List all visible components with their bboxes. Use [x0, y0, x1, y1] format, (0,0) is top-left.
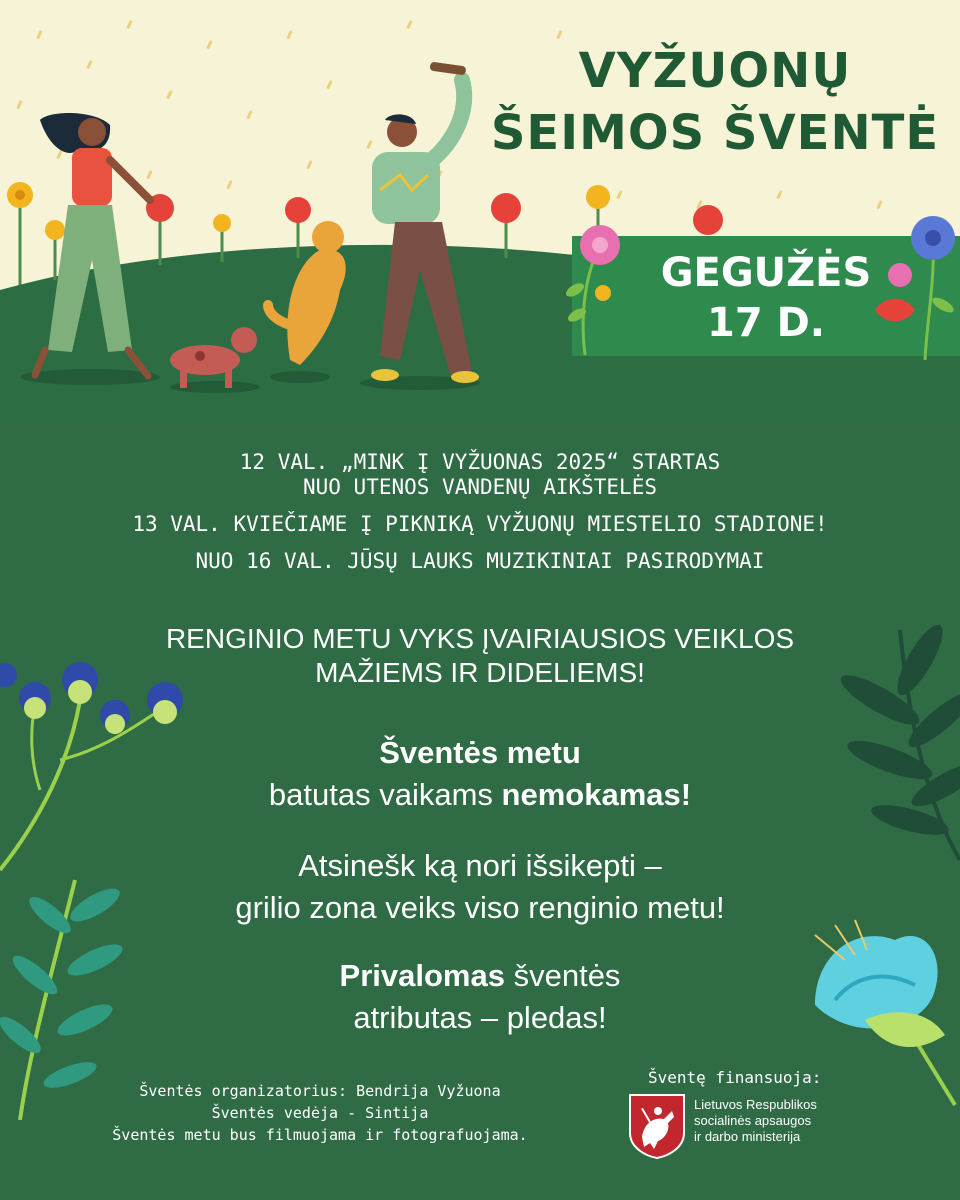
grill-line-1: Atsinešk ką nori išsikepti –	[298, 848, 662, 883]
funder-title: Šventę finansuoja:	[648, 1068, 822, 1087]
activities-line-1: RENGINIO METU VYKS ĮVAIRIAUSIOS VEIKLOS	[165, 623, 795, 654]
organizer-line-3: Šventės metu bus filmuojama ir fotografuojama.	[112, 1126, 528, 1144]
organizer-line-2: Šventės vedėja - Sintija	[211, 1104, 429, 1122]
ministry-line-3: ir darbo ministerija	[694, 1129, 801, 1144]
grill-notice	[0, 845, 960, 929]
activities-line-2: MAŽIEMS IR DIDELIEMS!	[315, 657, 645, 688]
trampoline-free: nemokamas!	[501, 777, 692, 812]
schedule-line-4: NUO 16 VAL. JŪSŲ LAUKS MUZIKINIAI PASIRODYMAI	[195, 549, 765, 573]
flower-cluster-left-icon	[555, 215, 635, 365]
schedule-line-3: 13 VAL. KVIEČIAME Į PIKNIKĄ VYŽUONŲ MIESTELIO STADIONE!	[132, 512, 828, 536]
ministry-line-2: socialinės apsaugos	[694, 1113, 812, 1128]
trampoline-notice	[0, 732, 960, 816]
organizer-info	[50, 1080, 590, 1146]
grill-line-2: grilio zona veiks viso renginio metu!	[235, 890, 725, 925]
schedule-line-1: 12 VAL. „MINK Į VYŽUONAS 2025“ STARTAS	[239, 450, 721, 474]
trampoline-text: batutas vaikams	[268, 777, 502, 812]
activities-headline	[0, 622, 960, 690]
flower-cluster-right-icon	[865, 210, 960, 370]
ministry-line-1: Lietuvos Respublikos	[694, 1097, 817, 1112]
attribute-rest: šventės	[504, 958, 621, 993]
lithuanian-coat-of-arms-icon	[628, 1093, 686, 1159]
funder-info	[628, 1068, 868, 1159]
date-day: 17 D.	[707, 300, 825, 346]
attribute-required: Privalomas	[339, 958, 505, 993]
schedule-line-2: NUO UTENOS VANDENŲ AIKŠTELĖS	[302, 475, 657, 499]
event-title	[455, 40, 960, 164]
organizer-line-1: Šventės organizatorius: Bendrija Vyžuona	[139, 1082, 501, 1100]
title-line-1: VYŽUONŲ	[578, 43, 852, 99]
trampoline-heading: Šventės metu	[379, 735, 581, 770]
attribute-line-2: atributas – pledas!	[353, 1000, 607, 1035]
schedule	[0, 450, 960, 574]
attribute-notice	[0, 955, 960, 1039]
date-month: GEGUŽĖS	[660, 250, 872, 296]
title-line-2: ŠEIMOS ŠVENTĖ	[490, 105, 940, 161]
